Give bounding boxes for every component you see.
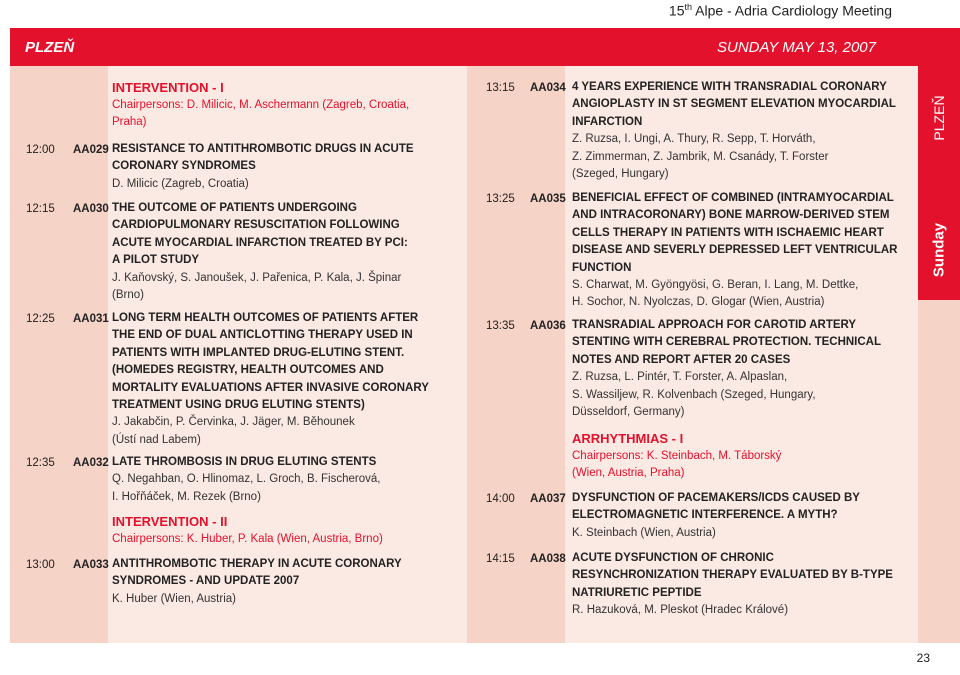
talk-authors: K. Huber (Wien, Austria) xyxy=(112,592,236,605)
talk-entry xyxy=(112,141,414,193)
talk-entry xyxy=(572,317,881,421)
talk-title: ACUTE DYSFUNCTION OF CHRONIC RESYNCHRONIZATION THERAPY EVALUATED BY B-TYPE NATRIURETIC PEPTIDE xyxy=(572,552,893,599)
talk-code: AA037 xyxy=(530,493,566,505)
session-chairs: Chairpersons: K. Huber, P. Kala (Wien, Austria, Brno) xyxy=(112,533,383,545)
talk-entry xyxy=(112,310,429,449)
talk-code: AA032 xyxy=(73,457,109,469)
talk-code: AA035 xyxy=(530,193,566,205)
banner-date: SUNDAY MAY 13, 2007 xyxy=(717,39,876,56)
talk-time: 12:35 xyxy=(26,457,55,469)
talk-entry xyxy=(572,550,893,620)
talk-time: 13:25 xyxy=(486,193,515,205)
talk-authors: Z. Ruzsa, I. Ungi, A. Thury, R. Sepp, T. Horváth, Z. Zimmerman, Z. Jambrik, M. Csanády, T. Forster (Szeged, Hungary) xyxy=(572,133,829,181)
talk-authors: Z. Ruzsa, L. Pintér, T. Forster, A. Alpaslan, S. Wassiljew, R. Kolvenbach (Szeged, Hungary, Düsseldorf, Germany) xyxy=(572,371,816,419)
talk-code: AA036 xyxy=(530,320,566,332)
talk-time: 12:15 xyxy=(26,203,55,215)
talk-authors: D. Milicic (Zagreb, Croatia) xyxy=(112,177,249,190)
talk-title: THE OUTCOME OF PATIENTS UNDERGOING CARDIOPULMONARY RESUSCITATION FOLLOWING ACUTE MYOCARDIAL INFARCTION TREATED BY PCI: A PILOT STUDY xyxy=(112,202,408,267)
talk-authors: K. Steinbach (Wien, Austria) xyxy=(572,526,716,539)
talk-code: AA030 xyxy=(73,203,109,215)
talk-title: 4 YEARS EXPERIENCE WITH TRANSRADIAL CORONARY ANGIOPLASTY IN ST SEGMENT ELEVATION MYOCARDIAL INFARCTION xyxy=(572,81,896,128)
talk-title: DYSFUNCTION OF PACEMAKERS/ICDS CAUSED BY ELECTROMAGNETIC INTERFERENCE. A MYTH? xyxy=(572,492,860,522)
talk-authors: J. Kaňovský, S. Janoušek, J. Pařenica, P. Kala, J. Špinar (Brno) xyxy=(112,271,402,302)
talk-authors: J. Jakabčin, P. Červinka, J. Jäger, M. Běhounek (Ústí nad Labem) xyxy=(112,416,355,446)
talk-time: 12:00 xyxy=(26,144,55,156)
talk-authors: Q. Negahban, O. Hlinomaz, L. Groch, B. Fischerová, I. Hořňáček, M. Rezek (Brno) xyxy=(112,473,381,503)
talk-authors: S. Charwat, M. Gyöngyösi, G. Beran, I. Lang, M. Dettke, H. Sochor, N. Nyolczas, D. Glogar (Wien, Austria) xyxy=(572,279,859,309)
talk-time: 13:15 xyxy=(486,82,515,94)
talk-code: AA038 xyxy=(530,553,566,565)
talk-title: LONG TERM HEALTH OUTCOMES OF PATIENTS AFTER THE END OF DUAL ANTICLOTTING THERAPY USED IN PATIENTS WITH IMPLANTED DRUG-ELUTING STENT. (HOMEDES REGISTRY, HEALTH OUTCOMES AND MORTALITY EVALUATIONS AFTER INVASIVE CORONARY TREATMENT USING DRUG ELUTING STENTS) xyxy=(112,312,429,412)
page-number: 23 xyxy=(916,651,930,665)
talk-title: RESISTANCE TO ANTITHROMBOTIC DRUGS IN ACUTE CORONARY SYNDROMES xyxy=(112,143,414,173)
talk-time: 14:15 xyxy=(486,553,515,565)
session-title: INTERVENTION - I xyxy=(112,80,224,95)
date-banner xyxy=(10,28,918,66)
session-title: ARRHYTHMIAS - I xyxy=(572,431,684,446)
talk-time: 12:25 xyxy=(26,313,55,325)
talk-time: 14:00 xyxy=(486,493,515,505)
talk-entry xyxy=(572,490,860,542)
talk-entry xyxy=(572,190,897,312)
talk-title: LATE THROMBOSIS IN DRUG ELUTING STENTS xyxy=(112,456,377,468)
talk-authors: R. Hazuková, M. Pleskot (Hradec Králové) xyxy=(572,604,789,617)
side-tab-day: Sunday xyxy=(918,200,960,300)
talk-title: BENEFICIAL EFFECT OF COMBINED (INTRAMYOCARDIAL AND INTRACORONARY) BONE MARROW-DERIVED STEM CELLS THERAPY IN PATIENTS WITH ISCHAEMIC HEART DISEASE AND SEVERLY DEPRESSED LEFT VENTRICULAR FUNCTION xyxy=(572,192,898,274)
talk-entry xyxy=(112,200,408,304)
side-tab-city: PLZEŇ xyxy=(918,28,960,208)
talk-title: TRANSRADIAL APPROACH FOR CAROTID ARTERY STENTING WITH CEREBRAL PROTECTION. TECHNICAL NOTES AND REPORT AFTER 20 CASES xyxy=(572,319,882,366)
talk-entry xyxy=(112,454,380,506)
talk-entry xyxy=(112,556,402,608)
talk-code: AA029 xyxy=(73,144,109,156)
session-chairs: Chairpersons: D. Milicic, M. Aschermann (Zagreb, Croatia, Praha) xyxy=(112,99,410,129)
page-header-title: 15th Alpe - Adria Cardiology Meeting xyxy=(668,2,892,19)
banner-city: PLZEŇ xyxy=(25,39,75,56)
talk-time: 13:00 xyxy=(26,559,55,571)
talk-time: 13:35 xyxy=(486,320,515,332)
session-title: INTERVENTION - II xyxy=(112,514,228,529)
talk-code: AA034 xyxy=(530,82,566,94)
talk-code: AA031 xyxy=(73,313,109,325)
session-chairs: Chairpersons: K. Steinbach, M. Táborský (Wien, Austria, Praha) xyxy=(572,450,782,480)
talk-title: ANTITHROMBOTIC THERAPY IN ACUTE CORONARY SYNDROMES - AND UPDATE 2007 xyxy=(112,558,402,588)
talk-code: AA033 xyxy=(73,559,109,571)
talk-entry xyxy=(572,79,896,183)
